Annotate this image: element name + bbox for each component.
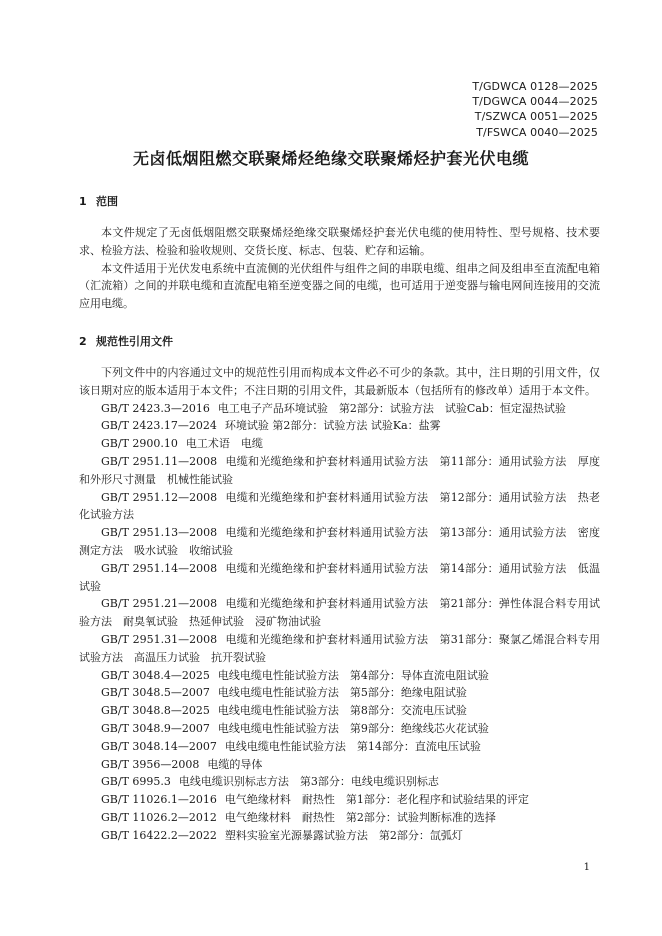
reference-item [79,595,600,631]
reference-code: GB/T 3048.5—2007 [101,686,210,700]
reference-item [79,417,600,435]
standard-code: T/SZWCA 0051—2025 [474,110,598,124]
reference-title: 电线电缆电性能试验方法 第9部分：绝缘线芯火花试验 [217,721,489,735]
reference-code: GB/T 2900.10 [101,437,178,451]
reference-title: 电缆和光缆绝缘和护套材料通用试验方法 第13部分：通用试验方法 密度测定方法 吸水试验 收缩试验 [79,526,600,557]
reference-code: GB/T 2951.13—2008 [101,526,218,540]
reference-title: 电线电缆电性能试验方法 第5部分：绝缘电阻试验 [217,686,467,700]
reference-title: 电缆和光缆绝缘和护套材料通用试验方法 第21部分：弹性体混合料专用试验方法 耐臭氧试验 热延伸试验 浸矿物油试验 [79,597,600,629]
reference-item [79,756,600,774]
reference-item [79,809,600,827]
reference-title: 电线电缆识别标志方法 第3部分：电线电缆识别标志 [178,775,439,789]
reference-title: 电工电子产品环境试验 第2部分：试验方法 试验Cab：恒定湿热试验 [217,401,566,415]
section-heading-normative-references [79,333,173,349]
reference-code: GB/T 2951.31—2008 [101,632,218,646]
reference-item [79,667,600,685]
reference-item [79,400,600,418]
reference-title: 电缆和光缆绝缘和护套材料通用试验方法 第12部分：通用试验方法 热老化试验方法 [79,490,600,522]
reference-item [79,435,600,453]
reference-code: GB/T 2951.12—2008 [101,490,218,504]
section-title: 范围 [96,195,118,208]
reference-item [79,489,600,525]
reference-item [79,560,600,596]
reference-code: GB/T 11026.2—2012 [101,810,217,824]
reference-title: 电线电缆电性能试验方法 第4部分：导体直流电阻试验 [217,668,489,682]
reference-code: GB/T 2951.14—2008 [101,561,218,575]
reference-code: GB/T 3048.14—2007 [101,739,217,753]
page-number: 1 [583,862,590,873]
reference-code: GB/T 2951.21—2008 [101,597,218,611]
reference-code: GB/T 2423.17—2024 [101,419,217,433]
section-references-body [79,364,600,845]
reference-code: GB/T 3956—2008 [101,757,200,771]
reference-item [79,524,600,560]
section-scope-body [79,224,600,313]
reference-code: GB/T 11026.1—2016 [101,793,217,807]
reference-code: GB/T 6995.3 [101,775,171,789]
standard-code: T/DGWCA 0044—2025 [472,95,598,109]
reference-item [79,827,600,845]
standard-code: T/GDWCA 0128—2025 [472,80,598,93]
reference-code: GB/T 16422.2—2022 [101,828,217,842]
reference-code: GB/T 3048.4—2025 [101,668,210,682]
reference-title: 电缆的导体 [207,757,263,771]
reference-title: 电缆和光缆绝缘和护套材料通用试验方法 第14部分：通用试验方法 低温试验 [79,561,600,593]
reference-item [79,720,600,738]
reference-title: 电气绝缘材料 耐热性 第2部分：试验判断标准的选择 [224,810,496,824]
reference-title: 电线电缆电性能试验方法 第8部分：交流电压试验 [217,704,467,718]
reference-code: GB/T 3048.8—2025 [101,704,210,718]
document-title: 无卤低烟阻燃交联聚烯烃绝缘交联聚烯烃护套光伏电缆 [132,149,529,168]
section-number: 1 [79,195,87,208]
scope-paragraph: 本文件规定了无卤低烟阻燃交联聚烯烃绝缘交联聚烯烃护套光伏电缆的使用特性、型号规格、技术要求、检验方法、检验和验收规则、交货长度、标志、包装、贮存和运输。 [79,226,600,257]
reference-item [79,631,600,667]
reference-code: GB/T 2951.11—2008 [101,454,218,468]
reference-title: 电气绝缘材料 耐热性 第1部分：老化程序和试验结果的评定 [224,793,529,807]
scope-paragraph: 本文件适用于光伏发电系统中直流侧的光伏组件与组件之间的串联电缆、组串之间及组串至直流配电箱（汇流箱）之间的并联电缆和直流配电箱至逆变器之间的电缆，也可适用于逆变器与输电网间连接用的交流应用电缆。 [79,261,600,311]
reference-item [79,684,600,702]
reference-title: 塑料实验室光源暴露试验方法 第2部分：氙弧灯 [224,828,463,842]
reference-title: 电线电缆电性能试验方法 第14部分：直流电压试验 [224,739,481,753]
reference-title: 电缆和光缆绝缘和护套材料通用试验方法 第11部分：通用试验方法 厚度和外形尺寸测量 机械性能试验 [79,454,600,486]
reference-title: 电缆和光缆绝缘和护套材料通用试验方法 第31部分：聚氯乙烯混合料专用试验方法 高温压力试验 抗开裂试验 [79,632,600,664]
reference-item [79,453,600,489]
reference-item [79,773,600,791]
reference-item [79,791,600,809]
reference-item [79,702,600,720]
references-intro: 下列文件中的内容通过文中的规范性引用而构成本文件必不可少的条款。其中，注日期的引用文件，仅该日期对应的版本适用于本文件；不注日期的引用文件，其最新版本（包括所有的修改单）适用于本文件。 [79,366,600,397]
reference-code: GB/T 2423.3—2016 [101,401,210,415]
standard-code: T/FSWCA 0040—2025 [476,125,598,139]
standard-codes-block [472,79,598,140]
reference-title: 电工术语 电缆 [185,437,263,451]
reference-item [79,738,600,756]
section-title: 规范性引用文件 [96,335,173,348]
reference-title: 环境试验 第2部分：试验方法 试验Ka：盐雾 [224,419,441,433]
reference-list [79,400,600,845]
section-number: 2 [79,335,87,348]
reference-code: GB/T 3048.9—2007 [101,721,210,735]
section-heading-scope [79,193,118,209]
